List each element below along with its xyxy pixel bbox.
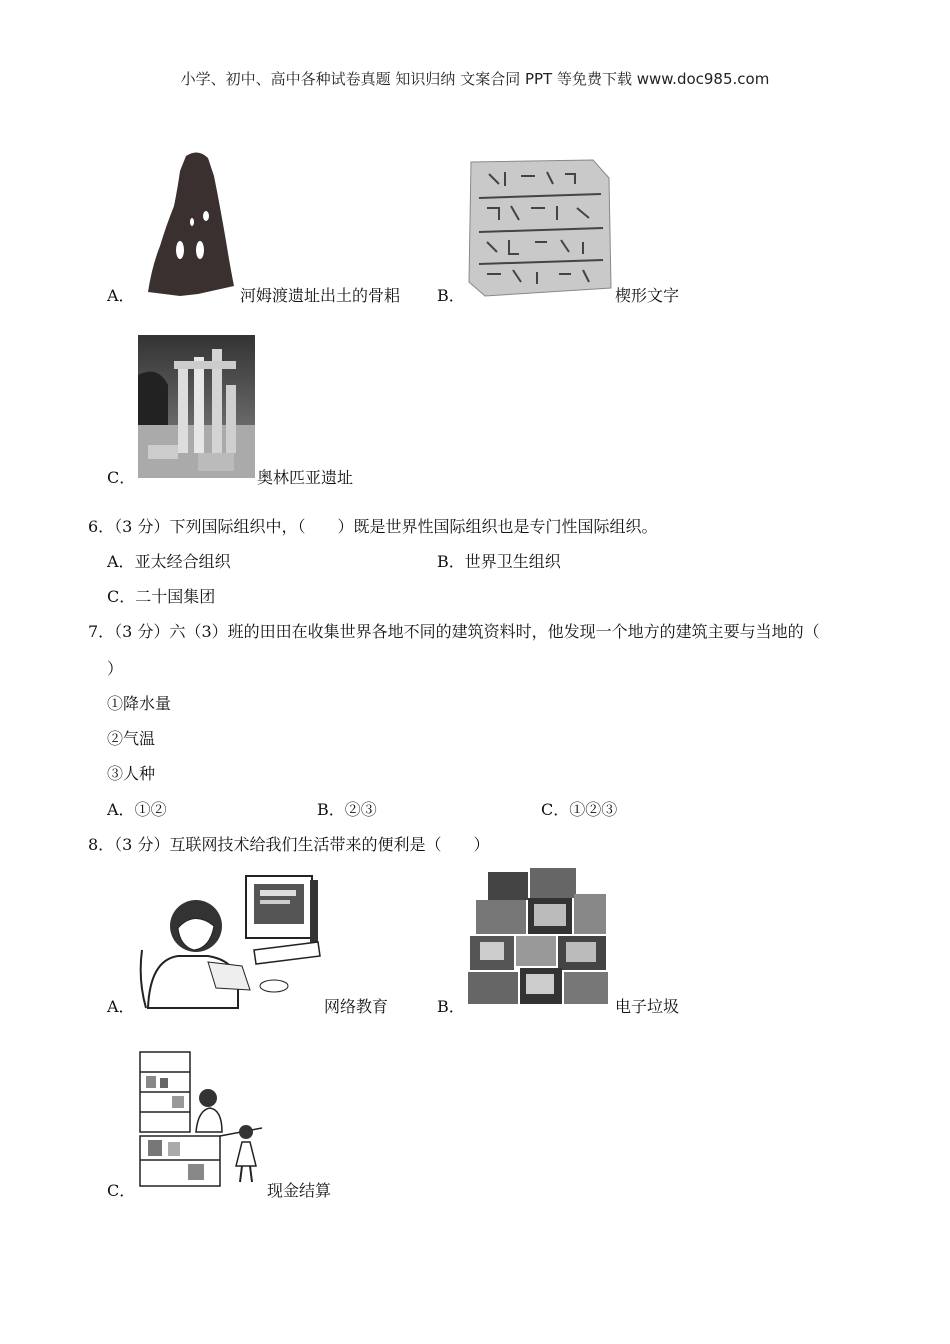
q8-option-c-letter: C．: [107, 1181, 136, 1200]
q8-option-b-letter: B．: [437, 997, 465, 1016]
q7-stem-line2: ）: [107, 659, 124, 678]
q8-option-a-caption: 网络教育: [324, 997, 389, 1016]
q5-option-b-caption: 楔形文字: [615, 286, 680, 305]
q5-option-a-caption: 河姆渡遗址出土的骨耜: [240, 286, 401, 305]
q6-option-b: B．世界卫生组织: [437, 552, 561, 571]
online-education-image: [138, 870, 324, 1010]
cuneiform-tablet-image: [465, 158, 613, 298]
q8-option-c-caption: 现金结算: [267, 1181, 332, 1200]
q8-stem: 8．（3 分）互联网技术给我们生活带来的便利是（ ）: [88, 835, 490, 854]
q6-option-c: C．二十国集团: [107, 587, 216, 606]
q8-option-b-caption: 电子垃圾: [615, 997, 680, 1016]
q5-option-c-letter: C．: [107, 468, 136, 487]
q7-stem-line1: 7．（3 分）六（3）班的田田在收集世界各地不同的建筑资料时，他发现一个地方的建筑主要与当地的（: [88, 622, 820, 641]
q7-item-3: ③人种: [107, 764, 156, 783]
q7-option-b: B．②③: [317, 800, 377, 819]
q5-option-b-letter: B．: [437, 286, 465, 305]
bone-spade-image: [138, 146, 238, 301]
cash-payment-image: [138, 1048, 266, 1190]
q6-stem: 6．（3 分）下列国际组织中，（ ）既是世界性国际组织也是专门性国际组织。: [88, 517, 658, 536]
q7-option-a: A．①②: [107, 800, 167, 819]
q6-option-a: A．亚太经合组织: [107, 552, 231, 571]
q7-option-c: C．①②③: [541, 800, 618, 819]
olympia-ruins-image: [138, 335, 255, 478]
q7-item-1: ①降水量: [107, 694, 172, 713]
q8-option-a-letter: A．: [107, 997, 135, 1016]
q5-option-a-letter: A．: [107, 286, 135, 305]
q5-option-c-caption: 奥林匹亚遗址: [257, 468, 354, 487]
page-header: 小学、初中、高中各种试卷真题 知识归纳 文案合同 PPT 等免费下载 www.doc985.com: [180, 70, 770, 88]
q7-item-2: ②气温: [107, 729, 156, 748]
electronic-waste-image: [466, 864, 611, 1006]
